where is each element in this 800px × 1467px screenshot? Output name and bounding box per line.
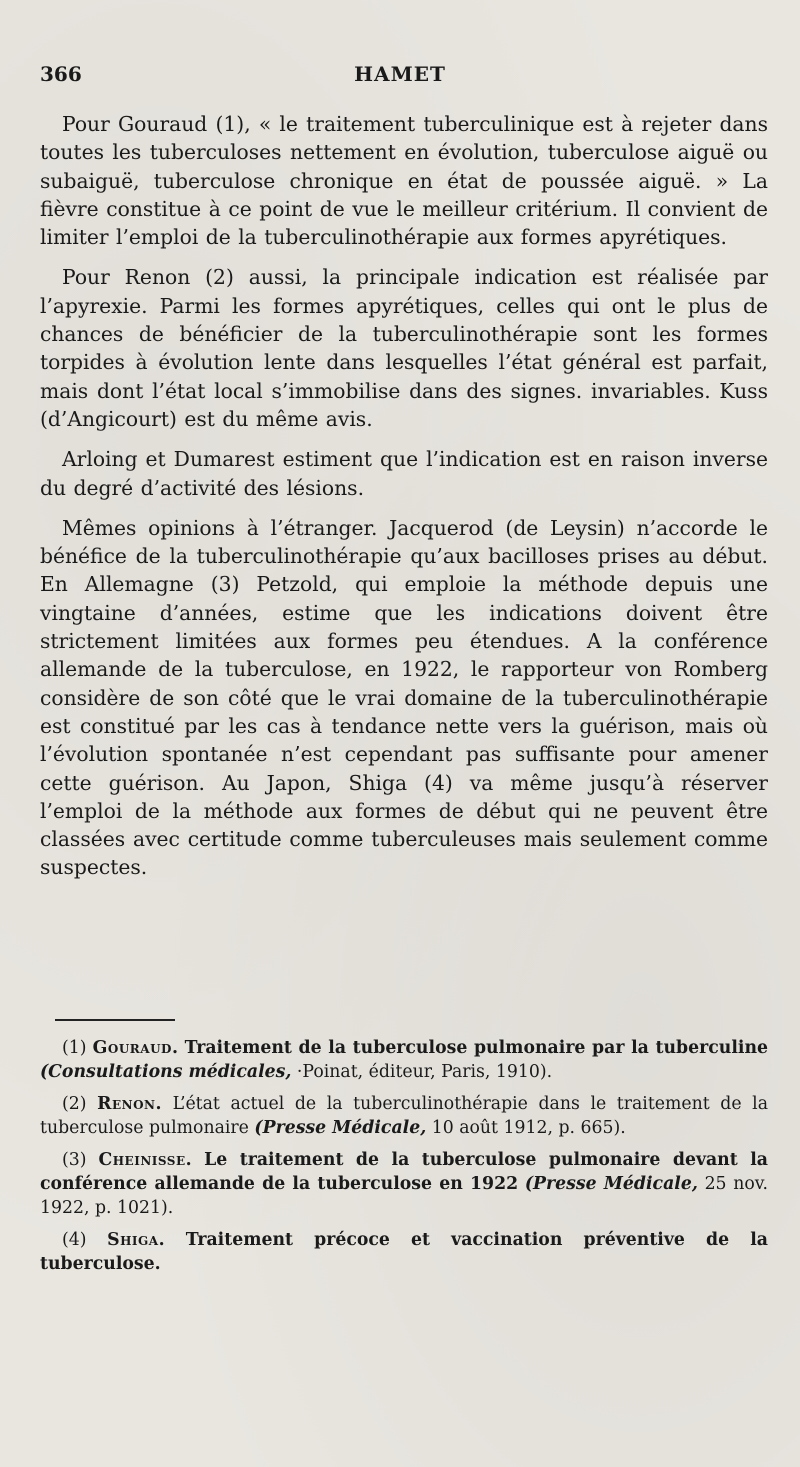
body-text <box>40 110 768 894</box>
footnote-4 <box>40 1228 768 1276</box>
footnote-title: Traitement de la tuberculose pulmonaire par la tuberculine <box>184 1038 769 1058</box>
footnote-number: (2) <box>62 1094 87 1114</box>
footnote-author: Shiga. <box>107 1230 166 1250</box>
footnote-author: Gouraud. <box>92 1038 179 1058</box>
page-number: 366 <box>40 62 82 86</box>
footnote-number: (3) <box>62 1150 87 1170</box>
paragraph-arloing: Arloing et Dumarest estiment que l’indication est en raison inverse du degré d’activité des lésions. <box>40 447 768 500</box>
footnote-1 <box>40 1036 768 1084</box>
paragraph-gouraud: Pour Gouraud (1), « le traitement tuberculinique est à rejeter dans toutes les tuberculoses nettement en évolution, tuberculose aiguë ou subaiguë, tuberculose chronique en état de poussée aiguë. » La fièvre constitue à ce point de vue le meilleur critérium. Il convient de limiter l’emploi de la tuberculinothérapie aux formes apyrétiques. <box>40 112 768 250</box>
footnote-rule <box>55 1019 175 1021</box>
footnote-journal: (Presse Médicale, <box>524 1174 698 1194</box>
footnote-number: (1) <box>62 1038 87 1058</box>
footnote-journal: (Presse Médicale, <box>254 1118 427 1138</box>
running-head: HAMET <box>354 62 446 86</box>
footnotes <box>40 1036 768 1284</box>
footnote-rest: 10 août 1912, p. 665). <box>431 1118 626 1138</box>
page-header <box>40 62 760 92</box>
paragraph-renon: Pour Renon (2) aussi, la principale indication est réalisée par l’apyrexie. Parmi les formes apyrétiques, celles qui ont le plus de chances de bénéficier de la tuberculinothérapie sont les formes torpides à évolution lente dans lesquelles l’état général est parfait, mais dont l’état local s’immobilise dans des signes. invariables. Kuss (d’Angicourt) est du même avis. <box>40 265 768 431</box>
footnote-title: Le traitement de la tuberculose pulmonaire devant la conférence allemande de la tuberculose en 1922 <box>40 1150 768 1194</box>
footnote-number: (4) <box>62 1230 87 1250</box>
footnote-journal: (Consultations médicales, <box>40 1062 292 1082</box>
paragraph-etranger: Mêmes opinions à l’étranger. Jacquerod (de Leysin) n’accorde le bénéfice de la tuberculinothérapie qu’aux bacilloses prises au début. En Allemagne (3) Petzold, qui emploie la méthode depuis une vingtaine d’années, estime que les indications doivent être strictement limitées aux formes peu étendues. A la conférence allemande de la tuberculose, en 1922, le rapporteur von Romberg considère de son côté que le vrai domaine de la tuberculinothérapie est constitué par les cas à tendance nette vers la guérison, mais où l’évolution spontanée n’est cependant pas suffisante pour amener cette guérison. Au Japon, Shiga (4) va même jusqu’à réserver l’emploi de la méthode aux formes de début qui ne peuvent être classées avec certitude comme tuberculeuses mais seulement comme suspectes. <box>40 515 768 880</box>
footnote-author: Renon. <box>97 1094 163 1114</box>
footnote-2 <box>40 1092 768 1140</box>
footnote-rest: 25 nov. 1922, p. 1021). <box>40 1174 768 1218</box>
footnote-3 <box>40 1148 768 1220</box>
footnote-rest: ·Poinat, éditeur, Paris, 1910). <box>296 1062 553 1082</box>
footnote-title: L’état actuel de la tuberculinothérapie dans le traitement de la tuberculose pulmonaire <box>40 1094 769 1138</box>
footnote-title: Traitement précoce et vaccination préventive de la tuberculose. <box>40 1230 769 1274</box>
footnote-author: Cheinisse. <box>98 1150 193 1170</box>
